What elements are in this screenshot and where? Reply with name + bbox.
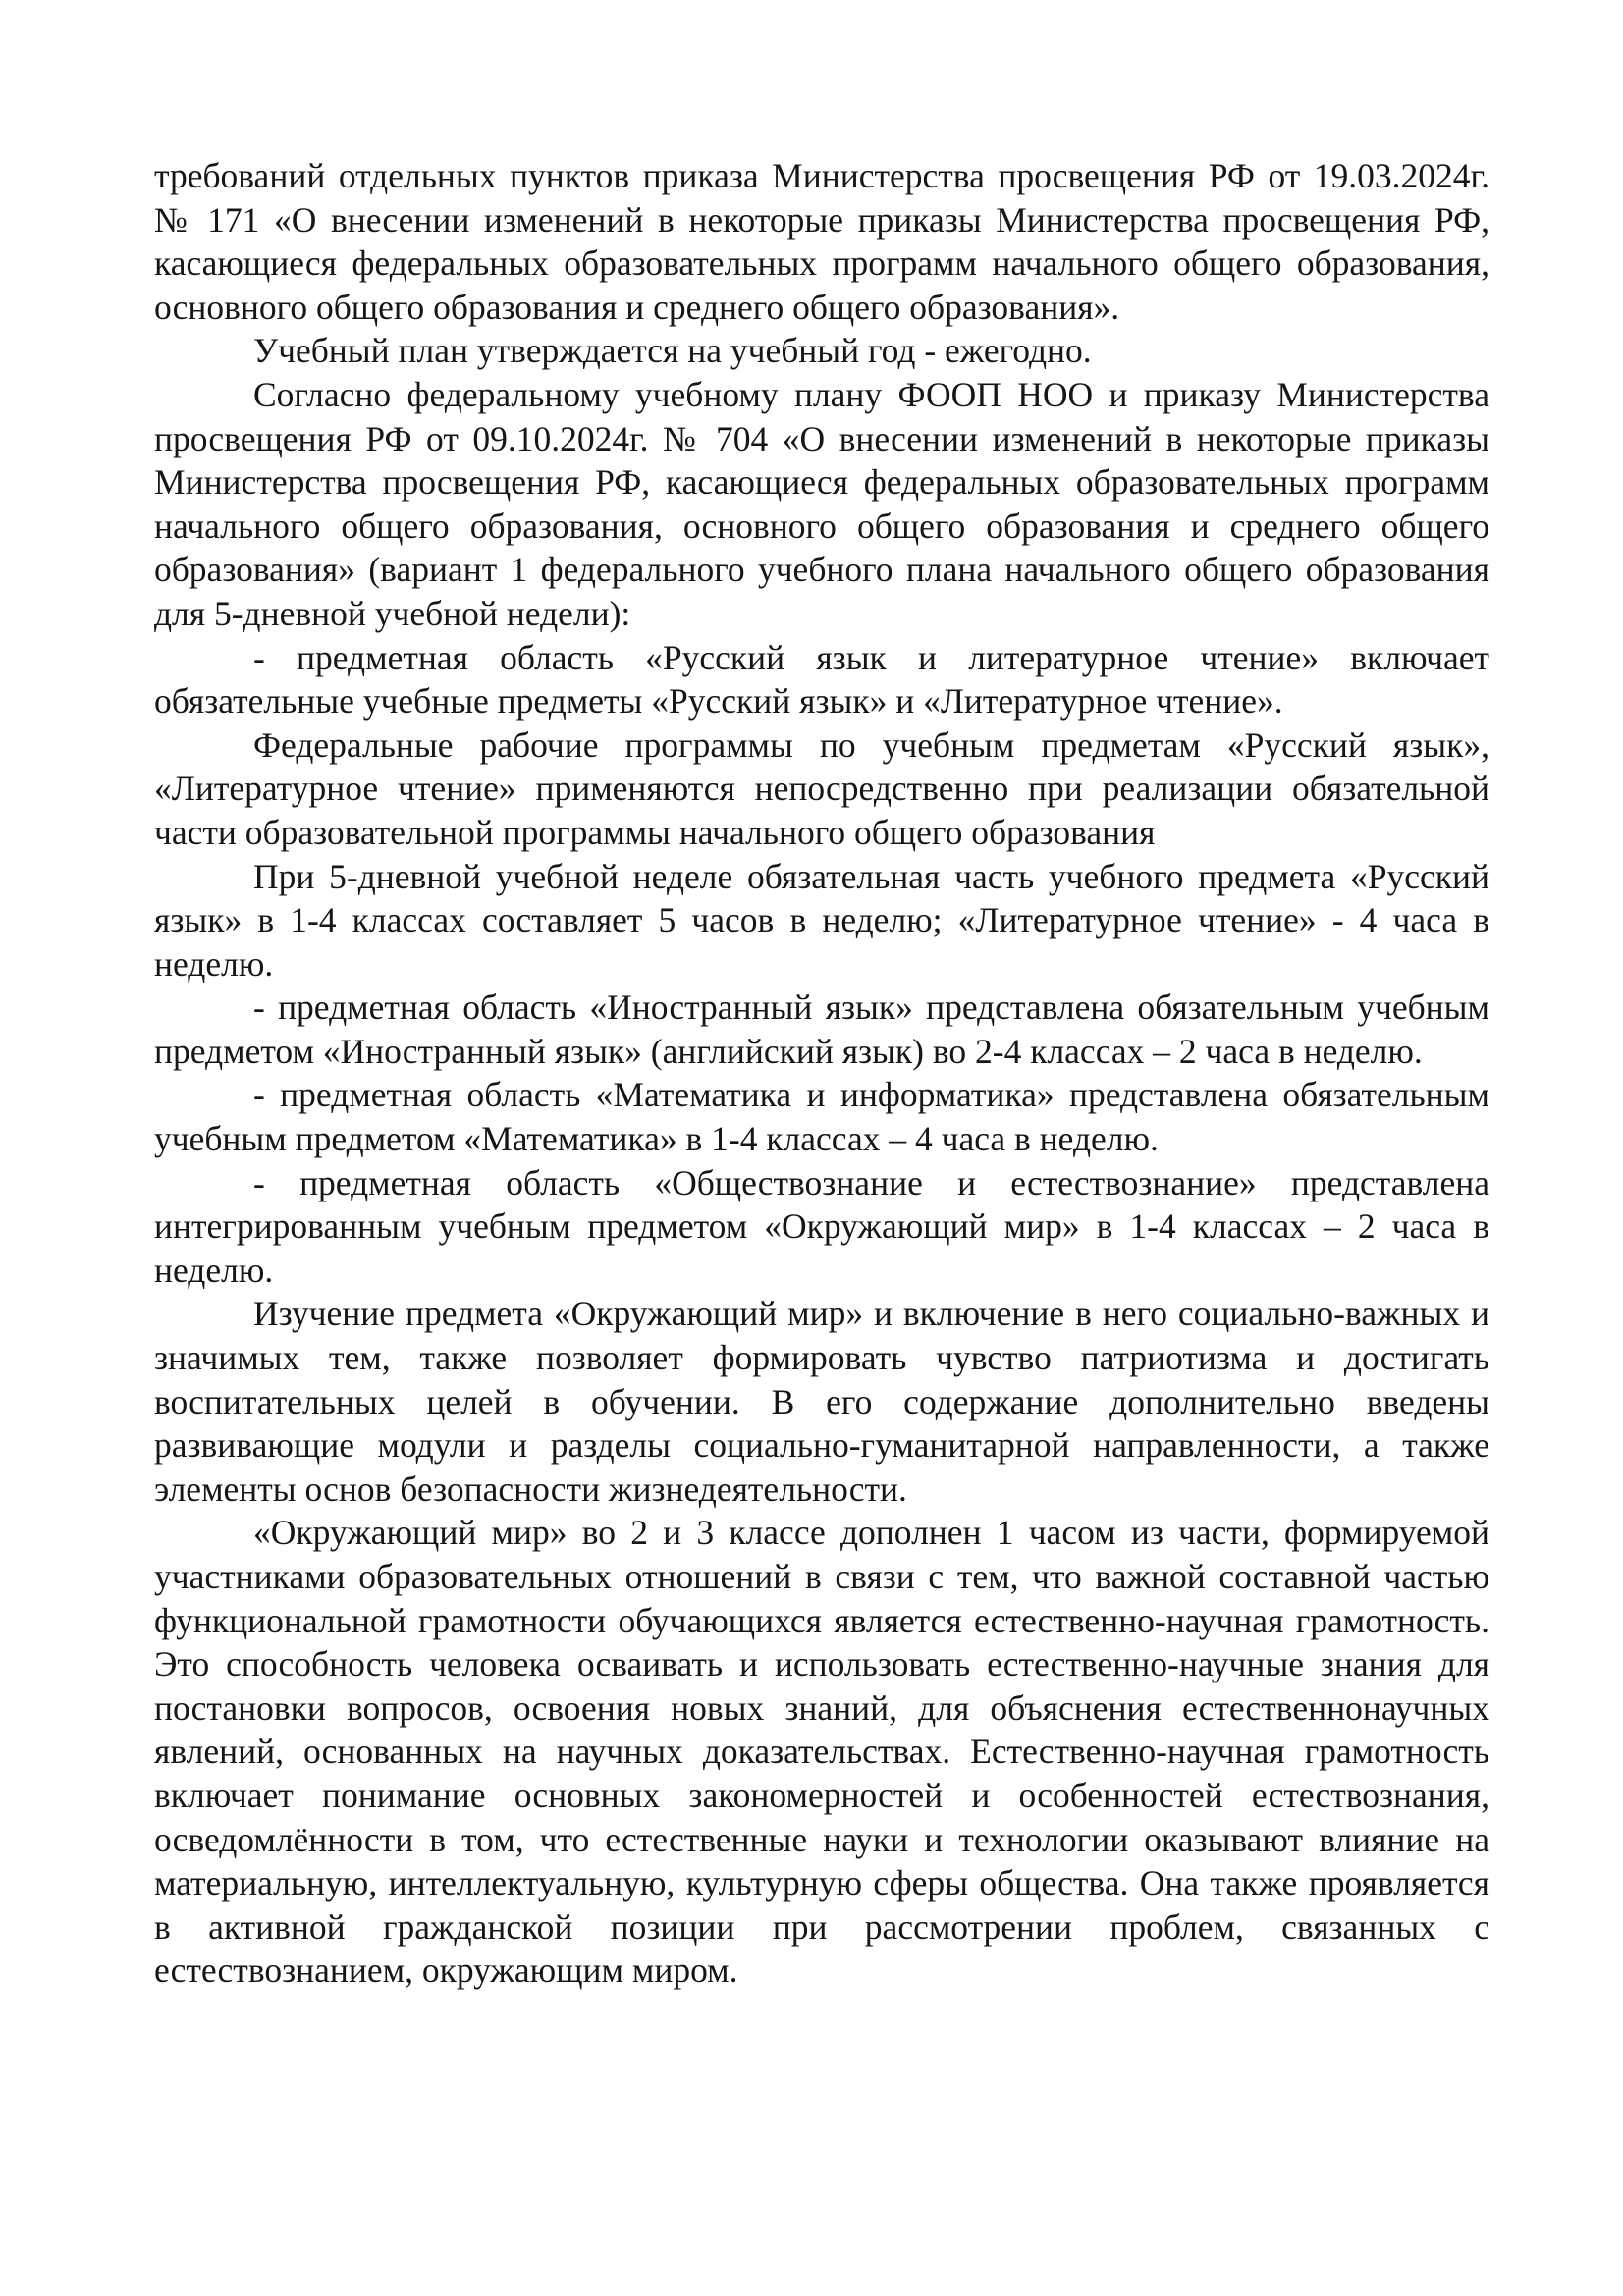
- paragraph-federal-plan: Согласно федеральному учебному плану ФООП НОО и приказу Министерства просвещения РФ от 09.10.2024г. № 704 «О внесении изменений в некоторые приказы Министерства просвещения РФ, касающиеся федеральных образовательных программ начального общего образования, основного общего образования и среднего общего образования» (вариант 1 федерального учебного плана начального общего образования для 5-дневной учебной недели):: [154, 374, 1489, 633]
- paragraph-plan-approval: Учебный план утверждается на учебный год - ежегодно.: [253, 331, 1092, 371]
- paragraph-mathematics: - предметная область «Математика и информатика» представлена обязательным учебным предметом «Математика» в 1-4 классах – 4 часа в неделю.: [154, 1075, 1489, 1159]
- paragraph-world-study: Изучение предмета «Окружающий мир» и включение в него социально-важных и значимых тем, также позволяет формировать чувство патриотизма и достигать воспитательных целей в обучении. В его содержание дополнительно введены развивающие модули и разделы социально-гуманитарной направленности, а также элементы основ безопасности жизнедеятельности.: [154, 1294, 1489, 1509]
- paragraph-intro-continuation: требований отдельных пунктов приказа Министерства просвещения РФ от 19.03.2024г. № 171 «О внесении изменений в некоторые приказы Министерства просвещения РФ, касающиеся федеральных образовательных программ начального общего образования, основного общего образования и среднего общего образования».: [154, 156, 1489, 327]
- paragraph-foreign-language: - предметная область «Иностранный язык» представлена обязательным учебным предметом «Иностранный язык» (английский язык) во 2-4 классах – 2 часа в неделю.: [154, 988, 1489, 1071]
- document-page: [154, 154, 1489, 1993]
- paragraph-world-extra-hour: «Окружающий мир» во 2 и 3 классе дополнен 1 часом из части, формируемой участниками образовательных отношений в связи с тем, что важной составной частью функциональной грамотности обучающихся является естественно-научная грамотность. Это способность человека осваивать и использовать естественно-научные знания для постановки вопросов, освоения новых знаний, для объяснения естественнонаучных явлений, основанных на научных доказательствах. Естественно-научная грамотность включает понимание основных закономерностей и особенностей естествознания, осведомлённости в том, что естественные науки и технологии оказывают влияние на материальную, интеллектуальную, культурную сферы общества. Она также проявляется в активной гражданской позиции при рассмотрении проблем, связанных с естествознанием, окружающим миром.: [154, 1513, 1489, 1991]
- paragraph-russian-literature-area: - предметная область «Русский язык и литературное чтение» включает обязательные учебные предметы «Русский язык» и «Литературное чтение».: [154, 637, 1489, 721]
- paragraph-russian-hours: При 5-дневной учебной неделе обязательная часть учебного предмета «Русский язык» в 1-4 классах составляет 5 часов в неделю; «Литературное чтение» - 4 часа в неделю.: [154, 856, 1489, 984]
- paragraph-social-natural-science: - предметная область «Обществознание и естествознание» представлена интегрированным учебным предметом «Окружающий мир» в 1-4 классах – 2 часа в неделю.: [154, 1162, 1489, 1290]
- paragraph-federal-programs: Федеральные рабочие программы по учебным предметам «Русский язык», «Литературное чтение» применяются непосредственно при реализации обязательной части образовательной программы начального общего образования: [154, 724, 1489, 852]
